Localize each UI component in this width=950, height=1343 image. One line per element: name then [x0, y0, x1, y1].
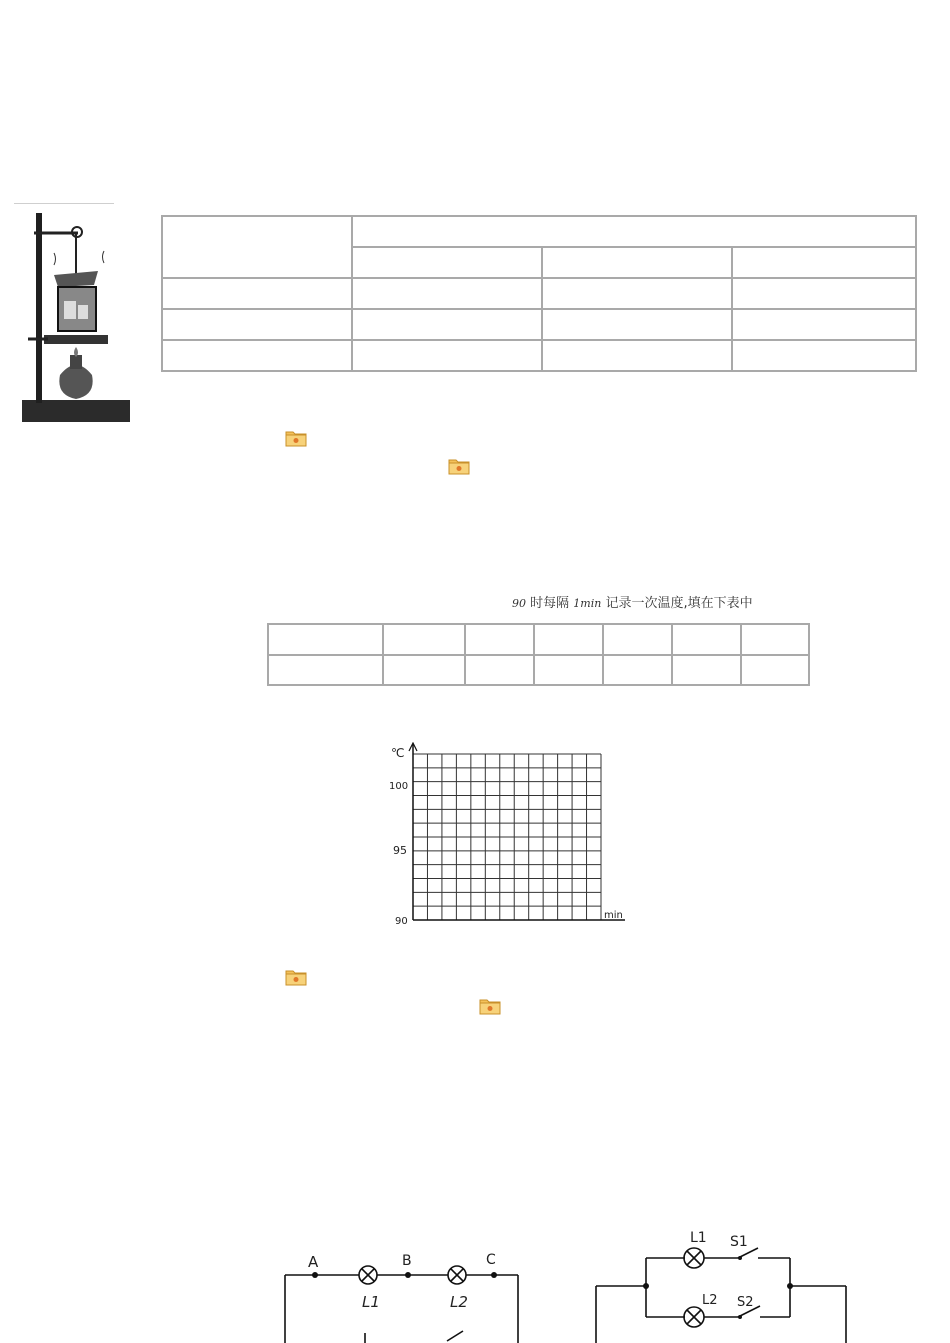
- table-cell: [352, 216, 916, 247]
- table-cell: [268, 655, 383, 686]
- table-cell: [465, 624, 534, 655]
- text-fragment: 记录一次温度,填在下表中: [605, 596, 753, 611]
- node-label: B: [402, 1253, 412, 1269]
- table-cell: [603, 655, 672, 686]
- text-fragment: 时每隔: [530, 596, 570, 611]
- y-tick-label: 100: [389, 781, 409, 792]
- lamp-label: L1: [362, 1293, 380, 1311]
- graph-grid: [413, 754, 601, 920]
- lab-apparatus-image: [14, 205, 134, 430]
- switch-label: S1: [730, 1234, 748, 1250]
- text-fragment: 1min: [573, 597, 602, 610]
- table-cell: [542, 340, 732, 371]
- y-axis-unit: ℃: [391, 746, 405, 760]
- table-cell: [162, 309, 352, 340]
- table-cell: [741, 655, 809, 686]
- table-cell: [672, 624, 741, 655]
- node-label: C: [486, 1252, 496, 1268]
- instruction-text: [512, 592, 753, 611]
- table-cell: [352, 340, 542, 371]
- x-axis-unit: min: [604, 910, 623, 921]
- table-row: [162, 309, 916, 340]
- table-cell: [603, 624, 672, 655]
- temperature-record-table: [267, 623, 810, 686]
- table-cell: [672, 655, 741, 686]
- table-cell: [732, 340, 916, 371]
- table-cell: [534, 624, 603, 655]
- table-cell: [732, 247, 916, 278]
- table-cell: [732, 309, 916, 340]
- table-cell: [542, 309, 732, 340]
- table-cell: [352, 247, 542, 278]
- table-cell: [162, 216, 352, 278]
- table-cell: [162, 278, 352, 309]
- node-label: A: [308, 1253, 319, 1271]
- table-cell: [542, 247, 732, 278]
- folder-icon[interactable]: [285, 429, 307, 447]
- table-cell: [268, 624, 383, 655]
- table-cell: [162, 340, 352, 371]
- temperature-graph: [385, 742, 635, 932]
- table-cell: [383, 655, 465, 686]
- y-tick-label: 95: [393, 844, 407, 857]
- lamp-label: L1: [690, 1230, 707, 1246]
- table-cell: [542, 278, 732, 309]
- folder-icon[interactable]: [479, 997, 501, 1015]
- y-tick-label: 90: [395, 916, 408, 927]
- folder-icon[interactable]: [285, 968, 307, 986]
- text-fragment: 90: [512, 597, 526, 610]
- data-table-top: [161, 215, 917, 372]
- table-row: [162, 340, 916, 371]
- parallel-circuit-diagram: [590, 1222, 852, 1343]
- table-cell: [383, 624, 465, 655]
- table-row: [162, 278, 916, 309]
- table-cell: [465, 655, 534, 686]
- lamp-label: L2: [450, 1293, 468, 1311]
- table-cell: [534, 655, 603, 686]
- table-cell: [732, 278, 916, 309]
- top-rule: [14, 203, 114, 204]
- table-row: [268, 655, 809, 686]
- series-circuit-diagram: [275, 1245, 530, 1343]
- lamp-label: L2: [702, 1293, 718, 1308]
- switch-label: S2: [737, 1295, 754, 1310]
- table-row: [268, 624, 809, 655]
- table-cell: [352, 278, 542, 309]
- table-cell: [741, 624, 809, 655]
- folder-icon[interactable]: [448, 457, 470, 475]
- table-cell: [352, 309, 542, 340]
